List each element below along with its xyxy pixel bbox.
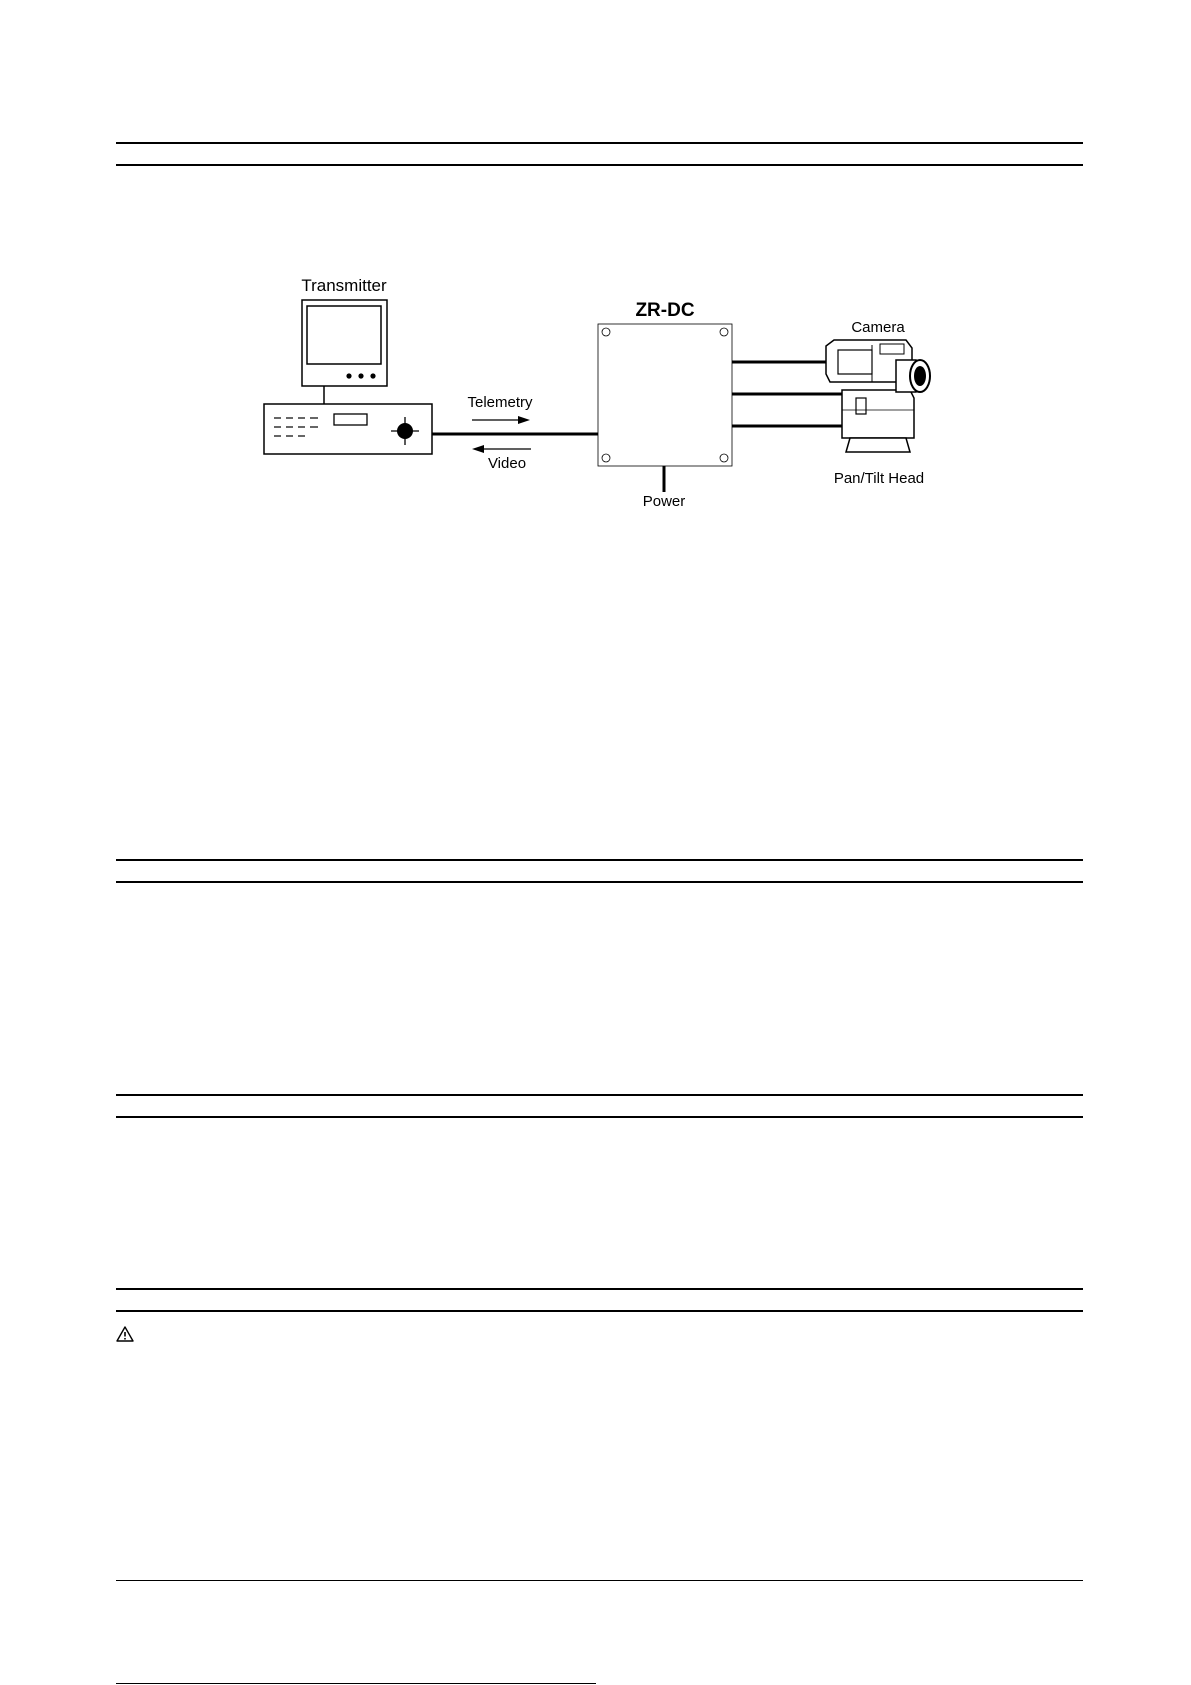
telemetry-arrow-icon: [472, 416, 530, 424]
section-4-rule-top: [116, 1288, 1083, 1290]
monitor-icon: [302, 300, 387, 404]
camera-icon: [826, 340, 930, 392]
page-bottom-rule: [116, 1683, 596, 1684]
section-2-rule-top: [116, 859, 1083, 861]
system-diagram: [0, 0, 1191, 560]
footer-rule: [116, 1580, 1083, 1581]
telemetry-label: Telemetry: [467, 394, 533, 411]
video-label: Video: [487, 455, 527, 472]
section-3-rule-bottom: [116, 1116, 1083, 1118]
video-arrow-icon: [472, 445, 531, 453]
camera-label: Camera: [851, 319, 905, 336]
warning-triangle-icon: [116, 1326, 134, 1342]
zr-dc-unit: [598, 324, 732, 466]
control-keyboard-icon: [264, 404, 432, 454]
section-3-rule-top: [116, 1094, 1083, 1096]
section-4-rule-bottom: [116, 1310, 1083, 1312]
transmitter-label: Transmitter: [301, 276, 387, 295]
pan-tilt-head-icon: [842, 390, 914, 452]
pan-tilt-label: Pan/Tilt Head: [833, 470, 925, 487]
section-2-rule-bottom: [116, 881, 1083, 883]
power-label: Power: [642, 493, 686, 510]
zr-dc-label: ZR-DC: [635, 300, 695, 321]
